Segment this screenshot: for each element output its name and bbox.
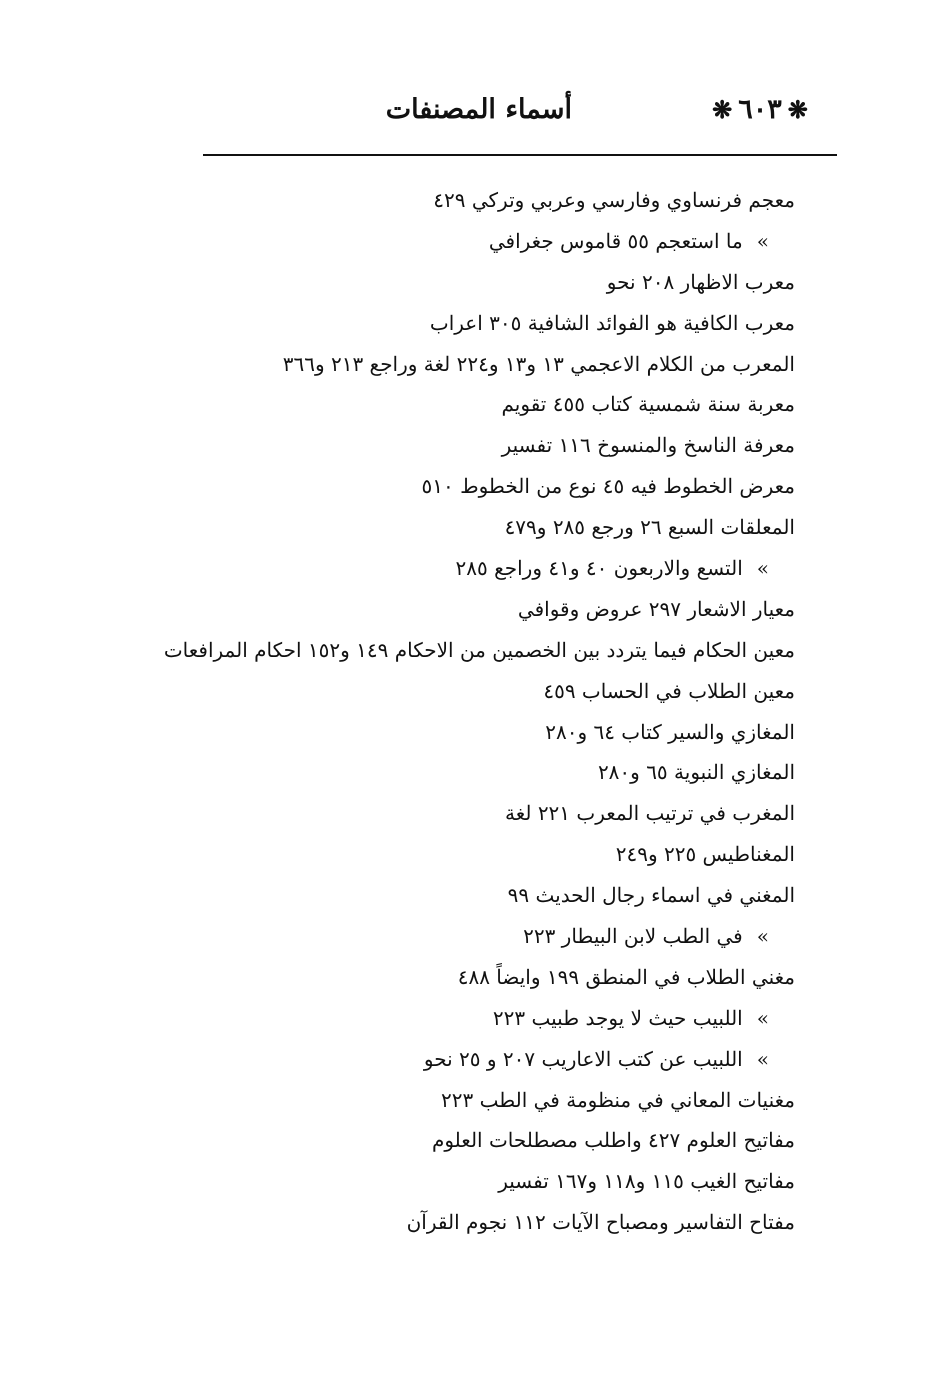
index-entry bbox=[155, 875, 795, 916]
index-entry-text: ما استعجم ٥٥ قاموس جغرافي bbox=[488, 228, 743, 253]
index-entry bbox=[155, 630, 795, 671]
index-entry bbox=[155, 548, 795, 589]
index-entry-text: مغنيات المعاني في منظومة في الطب ٢٢٣ bbox=[440, 1087, 795, 1112]
index-entry bbox=[155, 834, 795, 875]
index-entry bbox=[155, 712, 795, 753]
index-entry bbox=[155, 221, 795, 262]
index-entry-text: معرفة الناسخ والمنسوخ ١١٦ تفسير bbox=[501, 433, 795, 458]
index-entry-text: المغازي والسير كتاب ٦٤ و٢٨٠ bbox=[545, 719, 795, 744]
ornament-icon: ❋ bbox=[787, 95, 808, 124]
running-header bbox=[200, 88, 840, 148]
index-entry-text: المعرب من الكلام الاعجمي ١٣ و١٣ و٢٢٤ لغة وراجع ٢١٣ و٣٦٦ bbox=[282, 351, 795, 376]
index-entry-text: اللبيب حيث لا يوجد طبيب ٢٢٣ bbox=[492, 1005, 743, 1030]
index-entry-text: اللبيب عن كتب الاعاريب ٢٠٧ و ٢٥ نحو bbox=[423, 1046, 743, 1071]
index-entry bbox=[155, 1080, 795, 1121]
index-entry bbox=[155, 425, 795, 466]
index-entry-text: معجم فرنساوي وفارسي وعربي وتركي ٤٢٩ bbox=[433, 188, 795, 212]
page-number-block bbox=[680, 94, 840, 125]
index-entry bbox=[155, 589, 795, 630]
index-entry-text: معيار الاشعار ٢٩٧ عروض وقوافي bbox=[517, 596, 795, 621]
index-entry-text: معرب الاظهار ٢٠٨ نحو bbox=[606, 269, 795, 294]
index-entry-text: مغني الطلاب في المنطق ١٩٩ وايضاً ٤٨٨ bbox=[457, 964, 795, 989]
index-entry bbox=[155, 507, 795, 548]
header-rule bbox=[203, 154, 837, 156]
ornament-icon: ❋ bbox=[712, 95, 733, 124]
index-entry-text: مفاتيح العلوم ٤٢٧ واطلب مصطلحات العلوم bbox=[431, 1128, 795, 1153]
index-entry bbox=[155, 466, 795, 507]
index-entry bbox=[155, 957, 795, 998]
running-title: أسماء المصنفات bbox=[385, 94, 572, 125]
index-entry bbox=[155, 998, 795, 1039]
index-entry bbox=[155, 1039, 795, 1080]
ditto-mark: » bbox=[756, 1046, 769, 1071]
index-entry bbox=[155, 262, 795, 303]
index-entry bbox=[155, 303, 795, 344]
index-entry-text: مفاتيح الغيب ١١٥ و١١٨ و١٦٧ تفسير bbox=[498, 1169, 795, 1194]
page-number: ٦٠٣ bbox=[738, 94, 782, 125]
index-entry bbox=[155, 671, 795, 712]
index-entry-text: معين الحكام فيما يتردد بين الخصمين من الاحكام ١٤٩ و١٥٢ احكام المرافعات bbox=[163, 637, 795, 662]
index-entry-text: المغناطيس ٢٢٥ و٢٤٩ bbox=[615, 842, 795, 867]
ditto-mark: » bbox=[756, 924, 769, 949]
index-entry bbox=[155, 180, 795, 221]
index-entry bbox=[155, 793, 795, 834]
index-entry bbox=[155, 1120, 795, 1161]
index-entry-text: المغني في اسماء رجال الحديث ٩٩ bbox=[507, 883, 795, 908]
index-entry-list bbox=[155, 180, 795, 1243]
index-entry-text: المغازي النبوية ٦٥ و٢٨٠ bbox=[597, 760, 795, 785]
index-entry-text: التسع والاربعون ٤٠ و٤١ وراجع ٢٨٥ bbox=[455, 556, 743, 581]
index-entry-text: مفتاح التفاسير ومصباح الآيات ١١٢ نجوم القرآن bbox=[406, 1210, 795, 1235]
ditto-mark: » bbox=[756, 556, 769, 581]
index-entry-text: المغرب في ترتيب المعرب ٢٢١ لغة bbox=[504, 801, 795, 826]
ditto-mark: » bbox=[756, 228, 769, 253]
index-entry-text: المعلقات السبع ٢٦ ورجع ٢٨٥ و٤٧٩ bbox=[504, 515, 795, 540]
ditto-mark: » bbox=[756, 1005, 769, 1030]
index-entry-text: معربة سنة شمسية كتاب ٤٥٥ تقويم bbox=[501, 392, 795, 417]
index-entry bbox=[155, 752, 795, 793]
index-entry bbox=[155, 1161, 795, 1202]
index-entry-text: معين الطلاب في الحساب ٤٥٩ bbox=[543, 678, 795, 703]
index-entry bbox=[155, 1202, 795, 1243]
index-entry-text: معرض الخطوط فيه ٤٥ نوع من الخطوط ٥١٠ bbox=[421, 474, 795, 499]
index-entry bbox=[155, 916, 795, 957]
index-entry bbox=[155, 384, 795, 425]
index-entry bbox=[155, 344, 795, 385]
index-entry-text: في الطب لابن البيطار ٢٢٣ bbox=[523, 924, 743, 949]
index-entry-text: معرب الكافية هو الفوائد الشافية ٣٠٥ اعراب bbox=[429, 310, 795, 335]
